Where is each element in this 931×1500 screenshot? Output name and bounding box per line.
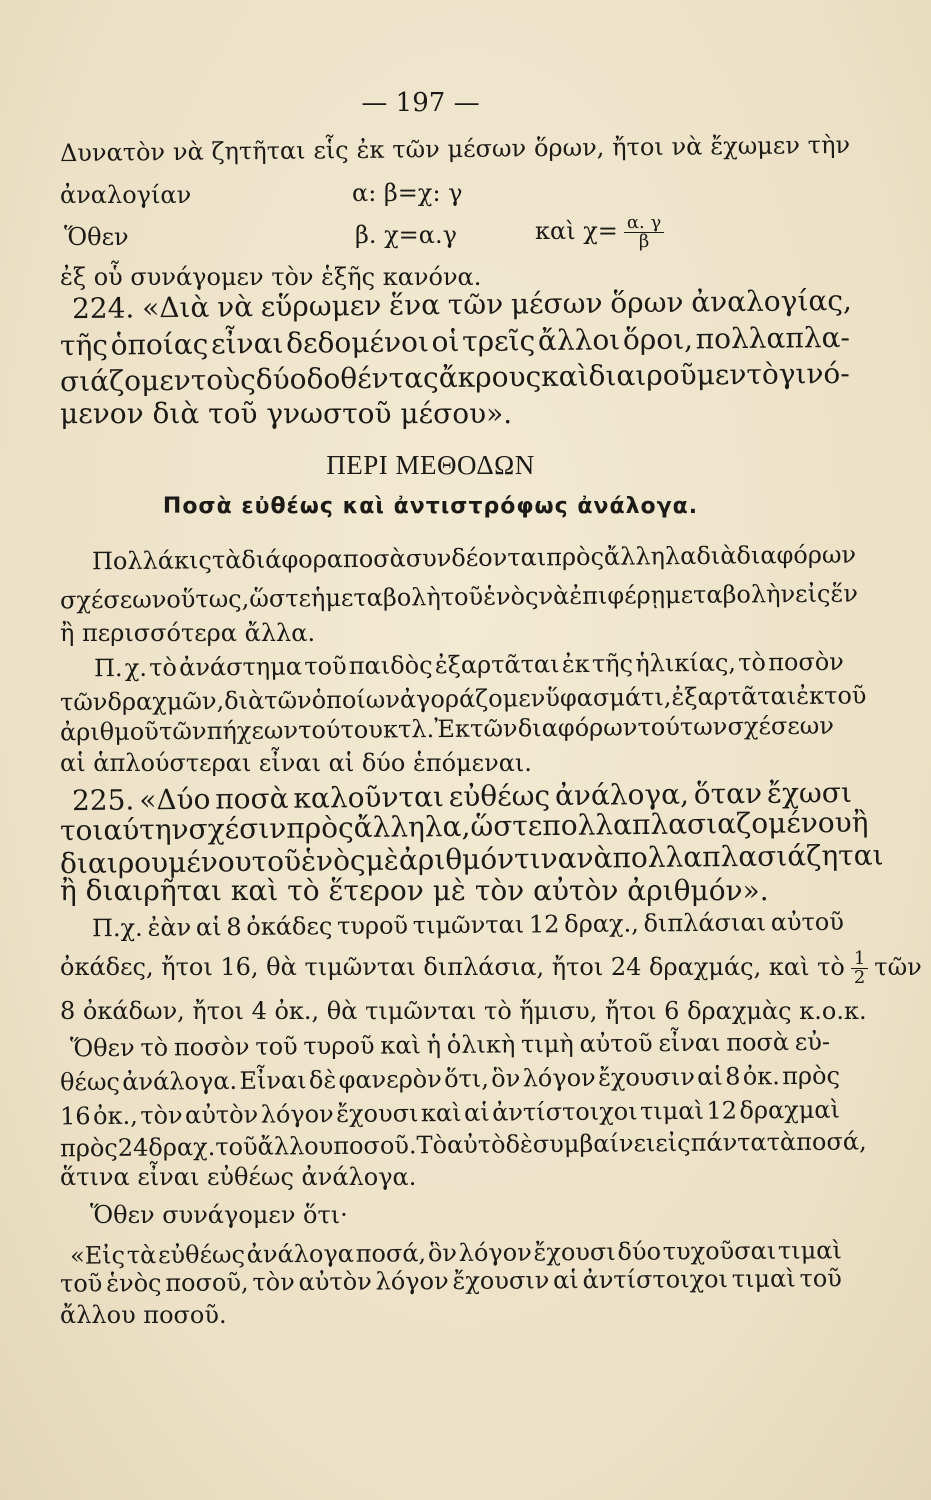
section-subtitle: Ποσὰ εὐθέως καὶ ἀντιστρόφως ἀνάλογα. xyxy=(162,494,699,519)
word: ὃν xyxy=(491,1064,521,1093)
word: εὐθέως xyxy=(157,1240,246,1270)
example-line xyxy=(92,907,844,944)
word: δύο xyxy=(617,1237,662,1266)
text-line-content: ἅτινα εἶναι εὐθέως ἀνάλογα. xyxy=(60,1163,417,1191)
word: αὐτοῦ xyxy=(579,1029,653,1058)
word: καὶ xyxy=(380,1031,421,1060)
word: πρὸς xyxy=(59,1133,118,1163)
word: ἔχουσιν xyxy=(452,1266,550,1295)
word: γινό- xyxy=(778,356,850,391)
word: πολλαπλασιάζηται xyxy=(612,838,884,875)
word: σχέσεων xyxy=(59,585,167,615)
word: ἡλικίας, xyxy=(635,648,737,678)
word: τούτων xyxy=(637,712,728,742)
word: καὶ xyxy=(541,359,589,394)
word: ἄλληλα xyxy=(603,542,697,571)
solution-prefix: καὶ χ= xyxy=(535,217,618,245)
word: ὥστε xyxy=(470,809,543,843)
word: καὶ xyxy=(420,1098,462,1128)
rule-225-line xyxy=(60,874,850,908)
word: τοῦ xyxy=(304,652,347,681)
word: συνδέονται xyxy=(405,543,547,573)
word: λόγον xyxy=(375,1267,449,1296)
word: νὰ xyxy=(538,581,570,611)
word: τὰ xyxy=(766,1127,797,1157)
word: τιμαὶ xyxy=(731,1264,796,1294)
word: διαφόρων xyxy=(736,540,857,570)
word: Π.χ. xyxy=(91,913,143,943)
word: δραχμῶν, xyxy=(107,686,225,717)
word: κτλ. xyxy=(382,715,435,744)
word: διαιροῦμεν xyxy=(588,357,747,393)
word: αἱ xyxy=(697,1062,723,1091)
word: ὁποίων xyxy=(311,685,401,715)
word: τοὺς xyxy=(190,363,257,397)
word: διὰ xyxy=(696,541,737,571)
word: «Εἰς xyxy=(69,1241,126,1270)
word: εὐ- xyxy=(794,1027,831,1056)
word: ἄλληλα, xyxy=(353,809,471,845)
word: ἀνάστημα xyxy=(179,652,303,682)
word: τιμαὶ xyxy=(639,1096,705,1126)
word: ὅρων, xyxy=(533,133,605,163)
word: ζητῆται xyxy=(211,136,306,166)
word: τοῦ xyxy=(823,681,867,710)
word: 224. xyxy=(71,291,135,326)
word: νὰ xyxy=(172,137,204,166)
fraction xyxy=(624,214,664,251)
section-title: ΠΕΡΙ ΜΕΘΟΔΩΝ xyxy=(326,450,535,480)
word: πρὸς xyxy=(782,1061,841,1091)
word: 12 xyxy=(706,1096,738,1125)
word: μέσων xyxy=(447,134,527,164)
fraction-numerator: α. γ xyxy=(624,214,664,233)
word: τῆς xyxy=(59,328,109,363)
word: ποσὸν xyxy=(173,1032,250,1062)
word: Δυνατὸν xyxy=(59,138,166,168)
word: νὰ xyxy=(216,290,254,324)
word: τῶν xyxy=(469,714,518,743)
word: εἷς xyxy=(313,136,349,165)
word: 225. xyxy=(71,783,135,818)
paragraph-line xyxy=(94,647,844,684)
word: τοῦ xyxy=(251,844,302,879)
conclusion-line: Ὅθεν συνάγομεν ὅτι· xyxy=(90,1201,348,1229)
word: 16 xyxy=(59,1102,91,1131)
final-rule-line xyxy=(60,1300,850,1330)
word: 24 xyxy=(117,1133,149,1162)
word: ὅταν xyxy=(693,776,763,811)
word: ἀνάλογα, xyxy=(554,777,690,813)
word: ἢ xyxy=(851,805,869,839)
paragraph-line xyxy=(60,711,834,748)
word: ποσά, xyxy=(355,1239,427,1268)
text-line-content: μενον διὰ τοῦ γνωστοῦ μέσου». xyxy=(60,397,513,430)
word: τοῦ xyxy=(440,582,484,612)
text-line xyxy=(64,222,854,252)
word: τούτου xyxy=(298,715,383,745)
text-line-content: ἢ περισσότερα ἄλλα. xyxy=(60,619,316,647)
word: τῆς xyxy=(591,649,634,678)
word: ἐξαρτᾶται xyxy=(671,681,797,712)
word: αὐτὸν xyxy=(298,1267,372,1297)
proportion-equation: α: β=χ: γ xyxy=(352,179,463,207)
word: ὀκ. xyxy=(742,1062,780,1091)
word: δραχ. xyxy=(148,1133,216,1162)
word: οἱ xyxy=(431,324,460,359)
rule-224-line xyxy=(60,321,850,363)
word: τὰ xyxy=(211,545,242,575)
word: αὐτοῦ xyxy=(770,907,844,937)
word: ὀκ., xyxy=(92,1101,138,1131)
word: λόγον xyxy=(522,1063,596,1093)
word: 8 xyxy=(226,912,242,942)
example-line xyxy=(60,948,922,988)
word: αὐτὸ xyxy=(446,1130,506,1160)
word: ὁποίας xyxy=(110,327,209,362)
word: σιάζομεν xyxy=(59,363,191,399)
word: ὅτι, xyxy=(444,1064,490,1094)
word: τυροῦ xyxy=(336,911,409,941)
word: σχέσιν xyxy=(188,811,287,846)
word: τιμαὶ xyxy=(777,1236,842,1265)
fraction-denominator: 2 xyxy=(853,967,866,988)
word: δοθέντας xyxy=(306,361,439,396)
word: ἀγοράζομεν xyxy=(399,684,546,714)
word: δύο xyxy=(255,362,307,397)
page-number: — 197 — xyxy=(361,88,480,118)
rule-224-line xyxy=(72,284,852,326)
word: ἔχουσι xyxy=(533,1237,616,1267)
word: τοιαύτην xyxy=(59,812,189,848)
word: ἕνα xyxy=(388,288,441,322)
word: ἐπιφέρῃ xyxy=(569,581,666,610)
paragraph-line xyxy=(59,579,858,616)
word: ἡ xyxy=(310,584,326,613)
word: δὲ xyxy=(505,1130,533,1159)
word: εἶναι xyxy=(210,326,284,361)
word: αὐτὸν xyxy=(184,1100,259,1130)
word: Πολλάκις xyxy=(91,546,212,576)
text-line-content: αἱ ἁπλούστεραι εἶναι αἱ δύο ἑπόμεναι. xyxy=(60,749,532,777)
word: εἰς xyxy=(655,1128,691,1158)
word-analogia: ἀναλογίαν xyxy=(60,181,192,209)
word: τὸ xyxy=(746,357,779,391)
word: ἔχωμεν xyxy=(710,131,801,161)
word: ἀντίστοιχοι xyxy=(492,1097,638,1127)
rule-224-line xyxy=(60,397,850,431)
word: διαιρουμένου xyxy=(59,845,252,881)
fraction-half xyxy=(851,950,868,987)
word: χ. xyxy=(124,653,148,683)
word: ἐκ xyxy=(796,681,825,710)
word: Π. xyxy=(93,654,123,683)
word: ἄλλου xyxy=(257,1132,334,1161)
word: ποσὰ xyxy=(342,544,406,574)
word: διπλάσιαι xyxy=(643,908,767,938)
word: ποσὸν xyxy=(768,647,844,677)
word: ἑνὸς xyxy=(483,582,539,611)
word: ἔχουσιν xyxy=(597,1062,695,1092)
word: ἐκ xyxy=(356,135,385,165)
word: εἰς xyxy=(794,579,831,609)
word: συμβαίνει xyxy=(532,1129,656,1159)
solution-equation xyxy=(535,214,670,251)
word: 12 xyxy=(528,910,560,939)
word: τοῦ xyxy=(59,1269,103,1298)
text-line xyxy=(60,130,850,168)
word: ἐὰν xyxy=(147,913,192,942)
word-hothen: Ὅθεν xyxy=(64,223,129,251)
word: εὕρωμεν xyxy=(260,288,382,324)
word: δεδομένοι xyxy=(286,325,430,360)
word: τῶν xyxy=(447,287,504,322)
word: παιδὸς xyxy=(348,651,433,681)
word: ἔχωσι xyxy=(766,775,853,810)
word: τῶν xyxy=(158,717,207,746)
word: τοῦ xyxy=(255,1032,298,1061)
word: διαφόρων xyxy=(517,713,638,743)
word: τιμῶνται xyxy=(412,910,525,940)
word: καλοῦνται xyxy=(293,780,445,815)
word: τῶν xyxy=(264,686,312,715)
word: φανερὸν xyxy=(338,1065,442,1094)
word: ἄκρους xyxy=(438,360,542,395)
word: ἑνὸς xyxy=(106,1269,162,1298)
word: πάντα xyxy=(690,1128,767,1157)
word: ἀνάλογα. xyxy=(122,1066,238,1096)
fraction-denominator: β xyxy=(638,231,650,252)
word: τιμὴ xyxy=(520,1029,574,1059)
word: σχέσεων xyxy=(727,711,835,741)
word: τὴν xyxy=(807,130,851,160)
word: ἀναλογίας, xyxy=(691,283,853,319)
word: μὲ xyxy=(365,843,400,877)
word: «Διὰ xyxy=(141,290,210,325)
word: τινα xyxy=(513,841,577,876)
word: μέσων xyxy=(510,286,603,321)
text-line-content: ἄλλου ποσοῦ. xyxy=(60,1301,227,1329)
word: τῶν xyxy=(392,135,440,164)
word: μεταβολὴ xyxy=(325,583,441,613)
word: ἐκ xyxy=(561,649,590,679)
text-line-content: 8 ὀκάδων, ἤτοι 4 ὀκ., θὰ τιμῶνται τὸ ἥμισυ, ἤτοι 6 δραχμὰς κ.ο.κ. xyxy=(60,997,867,1025)
word: δὲ xyxy=(308,1065,337,1095)
word: ποσοῦ.Τὸ xyxy=(333,1131,448,1161)
word: νὰ xyxy=(671,132,703,161)
word: πρὸς xyxy=(286,811,354,845)
product-equation: β. χ=α.γ xyxy=(355,221,457,249)
word: ποσά, xyxy=(796,1127,867,1156)
word: διάφορα xyxy=(241,545,344,574)
rule-224-line xyxy=(59,356,850,399)
word: τὸν xyxy=(252,1268,295,1297)
word: αἱ xyxy=(463,1098,490,1127)
word: Ὅθεν xyxy=(69,1033,135,1063)
word: τι, xyxy=(640,683,672,712)
word: λόγον xyxy=(458,1238,532,1267)
word: δραχμαὶ xyxy=(739,1095,841,1125)
word: ἤτοι xyxy=(612,132,664,162)
word: ἔχουσι xyxy=(336,1099,419,1128)
word: πολλαπλα- xyxy=(695,320,851,356)
word: ὅρων xyxy=(610,285,684,320)
word: ἐξαρτᾶται xyxy=(434,650,560,680)
paragraph-line xyxy=(59,1127,867,1164)
text-line-content: ἐξ οὗ συνάγομεν τὸν ἑξῆς κανόνα. xyxy=(60,263,482,291)
word: διὰ xyxy=(224,686,265,715)
word: τὸ xyxy=(149,653,178,682)
word: ἡ xyxy=(426,1031,442,1060)
text-line-content: τῶν xyxy=(874,953,922,981)
word: πρὸς xyxy=(546,542,605,572)
word: οὕτως, xyxy=(166,584,250,614)
word: ἀντίστοιχοι xyxy=(582,1265,729,1295)
word: Εἶναι xyxy=(239,1066,307,1095)
word: «Δύο xyxy=(139,782,211,817)
word: ἄλλοι xyxy=(537,323,621,358)
word: τὰ xyxy=(126,1241,157,1270)
word: τοῦ xyxy=(799,1264,842,1293)
paragraph-line xyxy=(60,618,850,648)
word: ἑνὸς xyxy=(300,843,366,878)
word: τῶν xyxy=(59,688,108,717)
paragraph-line xyxy=(60,1061,840,1098)
word: 8 xyxy=(725,1062,741,1091)
word: τρεῖς xyxy=(461,324,536,358)
word: εἶναι xyxy=(658,1028,721,1058)
word: λόγον xyxy=(260,1100,334,1129)
fraction-numerator: 1 xyxy=(851,950,868,969)
word: τὸν xyxy=(140,1101,183,1130)
word: ποσὰ xyxy=(726,1028,790,1057)
word: ἀριθμοῦ xyxy=(59,717,159,747)
word: ποσοῦ, xyxy=(165,1268,249,1297)
word: ὁλικὴ xyxy=(446,1030,516,1060)
word: τοῦ xyxy=(215,1132,258,1162)
word: αἱ xyxy=(553,1266,579,1295)
word: ὃν xyxy=(427,1238,458,1268)
word: νὰ xyxy=(576,841,613,875)
word: εὐθέως xyxy=(448,779,551,814)
word: τὸ xyxy=(738,648,767,677)
word: ἀνάλογα xyxy=(246,1239,355,1269)
text-line-content: ἢ διαιρῆται καὶ τὸ ἕτερον μὲ τὸν αὐτὸν ἀριθμόν». xyxy=(60,874,769,907)
word: αἱ xyxy=(195,913,222,942)
word: ἕν xyxy=(830,579,858,608)
word: ποσὰ xyxy=(215,781,289,816)
word: Ἐκ xyxy=(434,714,471,744)
paragraph-line xyxy=(60,748,850,778)
word: τυροῦ xyxy=(303,1031,375,1061)
paragraph-line xyxy=(70,1027,830,1064)
paragraph-line xyxy=(60,1095,840,1132)
word: ἀριθμόν xyxy=(398,842,515,877)
final-rule-line xyxy=(60,1263,842,1298)
word: μεταβολὴν xyxy=(664,580,796,610)
word: τυχοῦσαι xyxy=(662,1236,777,1266)
word: πολλαπλασιαζομένου xyxy=(542,805,852,843)
word: τὸ xyxy=(140,1033,169,1062)
word: πήχεων xyxy=(206,716,299,746)
example-line xyxy=(60,996,867,1026)
word: δραχ., xyxy=(564,909,639,939)
text-line-content: ὀκάδες, ἤτοι 16, θὰ τιμῶνται διπλάσια, ἤτοι 24 δραχμάς, καὶ τὸ xyxy=(60,953,845,981)
word: θέως xyxy=(59,1067,121,1097)
paragraph-line xyxy=(91,540,857,577)
word: ὀκάδες xyxy=(246,912,333,941)
word: ὅροι, xyxy=(622,322,694,357)
word: ὥστε xyxy=(249,584,312,613)
paragraph-line xyxy=(60,1162,850,1192)
word: ὕφασμά xyxy=(545,683,642,713)
